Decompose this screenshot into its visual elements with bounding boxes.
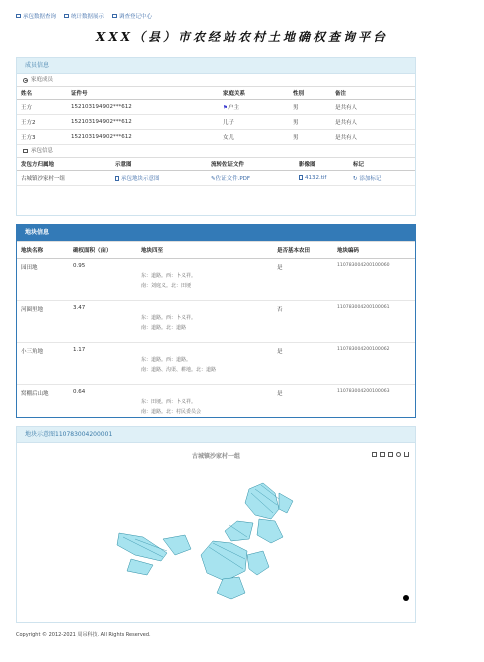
table-row (17, 385, 415, 427)
col-owner: 发包方归属地 (17, 158, 111, 171)
col-proof: 流转佐证文件 (207, 158, 295, 171)
parcel-map-graphic (17, 443, 415, 605)
boundary-line-2: 南：道路、沟渠、耕地。北：道路 (141, 367, 217, 373)
map-panel (16, 426, 416, 623)
members-panel (16, 57, 416, 216)
member-gender: 男 (289, 115, 331, 130)
parcel-shape (247, 551, 269, 575)
map-panel-heading: 地块示意图110783004200001 (17, 427, 415, 443)
member-relation: 女儿 (219, 130, 289, 145)
member-id: 152103194902***612 (67, 115, 219, 130)
plot-name: 河圈里地 (17, 301, 69, 343)
col-plot-name: 地块名称 (17, 242, 69, 259)
boundary-line-2: 南：道路。北：村民委员会 (141, 409, 202, 415)
col-image: 影像图 (295, 158, 349, 171)
top-navigation (16, 12, 152, 20)
plots-panel (16, 224, 416, 418)
col-mark: 标记 (349, 158, 415, 171)
plot-boundary (137, 301, 273, 343)
plot-name: 窝棚后山地 (21, 391, 49, 397)
col-sketch: 示意图 (111, 158, 207, 171)
table-row (17, 130, 415, 145)
plot-code: 110783004200100061 (333, 301, 415, 343)
file-icon (115, 176, 119, 181)
col-area: 确权面积（亩） (69, 242, 137, 259)
parcel-shape (279, 493, 293, 513)
plot-code: 110783004200100062 (333, 343, 415, 385)
member-name: 王方3 (17, 130, 67, 145)
col-plot-code: 地块编码 (333, 242, 415, 259)
parcel-shape (245, 483, 279, 519)
document-icon (23, 149, 28, 153)
refresh-icon: ↻ (353, 176, 358, 182)
image-file-link[interactable] (295, 171, 349, 186)
map-marker (403, 595, 409, 601)
member-gender: 男 (289, 100, 331, 115)
plot-code: 110783004200100063 (337, 389, 390, 394)
list-icon (16, 14, 21, 18)
col-boundary: 地块四至 (137, 242, 273, 259)
parcel-shape (117, 533, 167, 561)
col-gender: 性别 (289, 87, 331, 100)
parcel-shape (127, 559, 153, 575)
member-relation: 儿子 (219, 115, 289, 130)
image-file-label: 4132.tif (305, 175, 327, 181)
members-panel-heading: 成员信息 (17, 58, 415, 74)
boundary-line-1: 东：道路。西：道路。 (141, 357, 192, 363)
grid-icon (112, 14, 117, 18)
plot-basic-farmland: 否 (273, 301, 333, 343)
plots-table (17, 241, 415, 427)
member-name: 王方2 (17, 115, 67, 130)
image-icon (299, 175, 303, 180)
nav-survey-center-label: 调查登记中心 (119, 14, 153, 20)
plot-basic-farmland: 是 (277, 391, 283, 397)
parcel-shape (217, 577, 245, 599)
col-relation: 家庭关系 (219, 87, 289, 100)
contract-info-header (17, 145, 415, 157)
plots-panel-heading: 地块信息 (17, 225, 415, 241)
parcel-shape (163, 535, 191, 555)
proof-file-label: 佐证文件.PDF (215, 176, 251, 182)
col-name: 姓名 (17, 87, 67, 100)
table-row (17, 100, 415, 115)
boundary-line-1: 东：道路。西：卜义祥。 (141, 273, 197, 279)
members-table-header (17, 87, 415, 100)
plots-table-header (17, 242, 415, 259)
plot-boundary (137, 259, 273, 301)
nav-statistics[interactable] (64, 12, 104, 20)
member-note: 是共有人 (331, 100, 415, 115)
plot-area: 1.17 (69, 343, 137, 385)
copyright-footer: Copyright © 2012-2021 周吊科技. All Rights Reserved. (16, 632, 151, 638)
nav-statistics-label: 统计数据展示 (71, 14, 105, 20)
plot-area: 0.95 (69, 259, 137, 301)
table-row (17, 115, 415, 130)
member-gender: 男 (289, 130, 331, 145)
col-basic-farmland: 是否基本农田 (273, 242, 333, 259)
nav-contract-query-label: 承包数据查询 (23, 14, 57, 20)
plot-map[interactable] (17, 443, 415, 605)
boundary-line-1: 东：田埂。西：卜义祥。 (141, 399, 197, 405)
plot-area: 3.47 (69, 301, 137, 343)
member-relation: 户主 (227, 105, 239, 111)
page-title: XXX（县）市农经站农村土地确权查询平台 (96, 30, 388, 44)
family-members-label: 家庭成员 (31, 77, 54, 83)
plot-area: 0.64 (73, 389, 86, 395)
family-members-header (17, 74, 415, 86)
col-note: 备注 (331, 87, 415, 100)
member-relation-cell (219, 100, 289, 115)
boundary-line-1: 东：道路。西：卜义祥。 (141, 315, 197, 321)
head-of-household-icon: ⚑ (223, 105, 228, 111)
parcel-shape (201, 541, 247, 581)
sketch-link[interactable] (111, 171, 207, 186)
table-row (17, 171, 415, 186)
table-row (17, 259, 415, 301)
map-title: 古城镇沙家村一组 (191, 453, 240, 460)
sketch-link-label: 承包地块示意图 (121, 176, 160, 182)
member-id: 152103194902***612 (67, 100, 219, 115)
parcel-shape (257, 519, 283, 543)
nav-contract-query[interactable] (16, 12, 56, 20)
proof-file-link[interactable] (207, 171, 295, 186)
edit-icon: ✎ (211, 176, 216, 182)
person-icon (23, 78, 28, 83)
parcel-shape (225, 521, 253, 541)
boundary-line-2: 南：刘庭义。北：田埂 (141, 283, 192, 289)
contract-table-header (17, 158, 415, 171)
contract-table (17, 157, 415, 186)
nav-survey-center[interactable] (112, 12, 152, 20)
add-mark-label: 添加标记 (359, 176, 382, 182)
plot-boundary (137, 343, 273, 385)
table-row (17, 343, 415, 385)
chart-icon (64, 14, 69, 18)
plot-boundary (137, 385, 273, 427)
col-id: 证件号 (67, 87, 219, 100)
plot-basic-farmland: 是 (273, 343, 333, 385)
members-table (17, 86, 415, 145)
member-name: 王方 (17, 100, 67, 115)
contract-info-label: 承包信息 (31, 148, 54, 154)
plot-name: 园田地 (17, 259, 69, 301)
plot-name: 小三角地 (17, 343, 69, 385)
boundary-line-2: 南：道路。北：道路 (141, 325, 187, 331)
member-note: 是共有人 (331, 130, 415, 145)
member-note: 是共有人 (331, 115, 415, 130)
plot-code: 110783004200100060 (333, 259, 415, 301)
plot-basic-farmland: 是 (273, 259, 333, 301)
member-id: 152103194902***612 (67, 130, 219, 145)
add-mark-button[interactable] (349, 171, 415, 186)
contract-owner: 古城镇沙家村一组 (17, 171, 111, 186)
table-row (17, 301, 415, 343)
